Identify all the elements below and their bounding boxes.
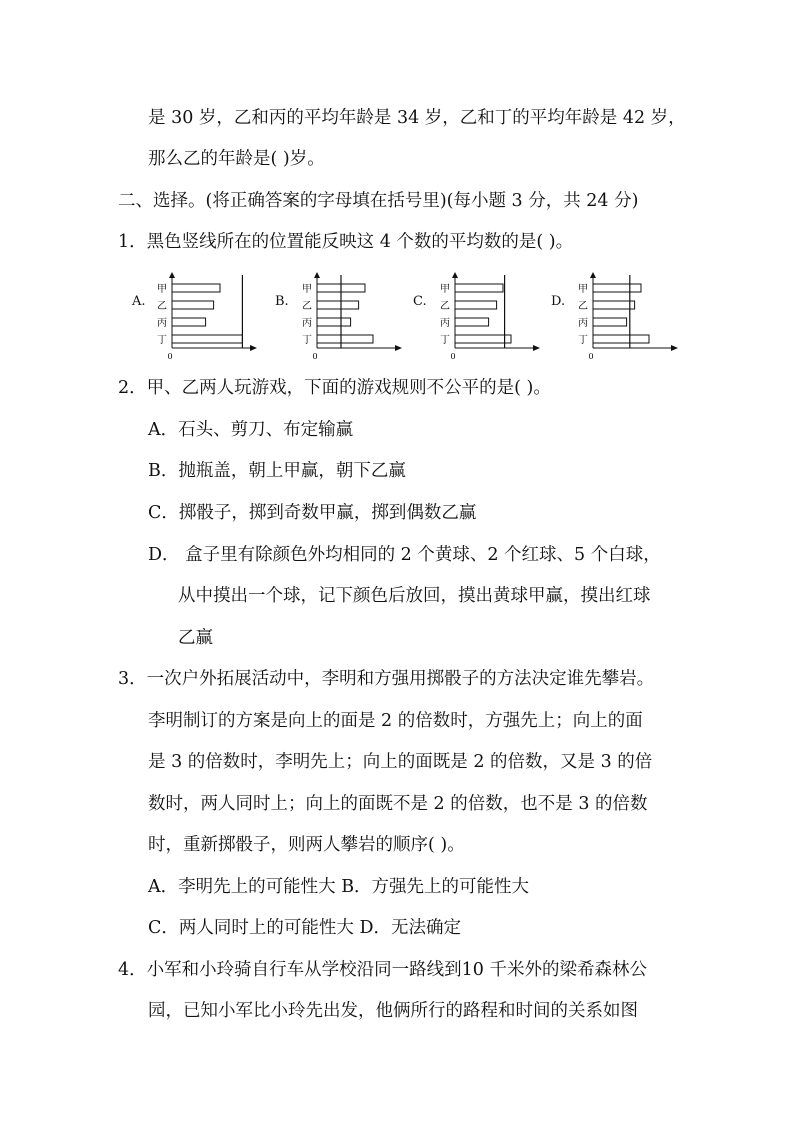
chart-a-svg (128, 270, 263, 360)
q3-options-cd: C．两人同时上的可能性大 D．无法确定 (148, 918, 461, 938)
question-1: 1．黑色竖线所在的位置能反映这 4 个数的平均数的是( )。 (118, 232, 574, 252)
q3-options-ab: A．李明先上的可能性大 B．方强先上的可能性大 (148, 877, 530, 897)
x-axis-arrow (671, 345, 678, 351)
option-label: C. (413, 294, 427, 309)
carry-over-line-1: 是 30 岁，乙和丙的平均年龄是 34 岁，乙和丁的平均年龄是 42 岁， (148, 108, 686, 128)
category-label: 丙 (440, 318, 450, 329)
origin-label: 0 (450, 352, 456, 360)
x-axis-arrow (250, 345, 257, 351)
chart-option-d (549, 270, 684, 360)
category-label: 丙 (157, 318, 167, 329)
category-label: 乙 (157, 301, 167, 312)
question-4-line-1: 4．小军和小玲骑自行车从学校沿同一路线到10 千米外的梁希森林公 (118, 960, 647, 980)
y-axis-arrow (314, 272, 320, 278)
chart-d-svg (549, 270, 684, 360)
bar-乙 (593, 301, 635, 309)
chart-option-a (128, 270, 263, 360)
category-label: 甲 (157, 284, 167, 295)
chart-c-svg (411, 270, 546, 360)
bar-丙 (593, 318, 627, 326)
bar-乙 (455, 301, 497, 309)
question-3-line-2: 李明制订的方案是向上的面是 2 的倍数时，方强先上；向上的面 (148, 711, 643, 731)
question-4-line-2: 园，已知小军比小玲先出发，他俩所行的路程和时间的关系如图 (148, 1001, 638, 1021)
category-label: 丁 (578, 335, 588, 346)
bar-丙 (172, 318, 206, 326)
chart-option-b (273, 270, 408, 360)
question-3-line-5: 时，重新掷骰子，则两人攀岩的顺序( )。 (148, 835, 465, 855)
question-2: 2．甲、乙两人玩游戏，下面的游戏规则不公平的是( )。 (118, 378, 551, 398)
q2-option-a: A．石头、剪刀、布定输赢 (148, 420, 354, 440)
bar-乙 (317, 301, 359, 309)
x-axis-arrow (533, 345, 540, 351)
bar-乙 (172, 301, 214, 309)
bar-丙 (455, 318, 489, 326)
question-3-line-3: 是 3 的倍数时，李明先上；向上的面既是 2 的倍数，又是 3 的倍 (148, 752, 653, 772)
section-heading: 二、选择。(将正确答案的字母填在括号里)(每小题 3 分，共 24 分) (118, 191, 639, 211)
category-label: 丁 (440, 335, 450, 346)
y-axis-arrow (590, 272, 596, 278)
origin-label: 0 (588, 352, 594, 360)
option-label: D. (551, 294, 566, 309)
bar-丙 (317, 318, 351, 326)
question-3-line-1: 3．一次户外拓展活动中，李明和方强用掷骰子的方法决定谁先攀岩。 (118, 669, 655, 689)
bar-甲 (593, 284, 641, 292)
question-3-line-4: 数时，两人同时上；向上的面既不是 2 的倍数，也不是 3 的倍数 (148, 794, 648, 814)
category-label: 丁 (302, 335, 312, 346)
option-label: B. (275, 294, 289, 309)
category-label: 丁 (157, 335, 167, 346)
origin-label: 0 (167, 352, 173, 360)
category-label: 乙 (578, 301, 588, 312)
y-axis-arrow (452, 272, 458, 278)
q2-option-c: C．掷骰子，掷到奇数甲赢，掷到偶数乙赢 (148, 503, 477, 523)
origin-label: 0 (312, 352, 318, 360)
q2-option-d-line-1: D． 盒子里有除颜色外均相同的 2 个黄球、2 个红球、5 个白球， (148, 545, 661, 565)
bar-甲 (172, 284, 220, 292)
q2-option-d-line-3: 乙赢 (178, 628, 213, 648)
chart-option-c (411, 270, 546, 360)
category-label: 乙 (440, 301, 450, 312)
bar-丁 (317, 335, 373, 343)
x-axis-arrow (395, 345, 402, 351)
category-label: 丙 (302, 318, 312, 329)
q2-option-b: B．抛瓶盖，朝上甲赢，朝下乙赢 (148, 461, 406, 481)
chart-b-svg (273, 270, 408, 360)
q2-option-d-line-2: 从中摸出一个球，记下颜色后放回，摸出黄球甲赢，摸出红球 (178, 586, 651, 606)
bar-丁 (593, 335, 649, 343)
category-label: 丙 (578, 318, 588, 329)
bar-甲 (455, 284, 503, 292)
bar-丁 (172, 335, 242, 343)
category-label: 甲 (440, 284, 450, 295)
carry-over-line-2: 那么乙的年龄是( )岁。 (148, 149, 325, 169)
bar-丁 (455, 335, 511, 343)
category-label: 甲 (578, 284, 588, 295)
category-label: 甲 (302, 284, 312, 295)
y-axis-arrow (169, 272, 175, 278)
option-label: A. (132, 294, 146, 309)
category-label: 乙 (302, 301, 312, 312)
